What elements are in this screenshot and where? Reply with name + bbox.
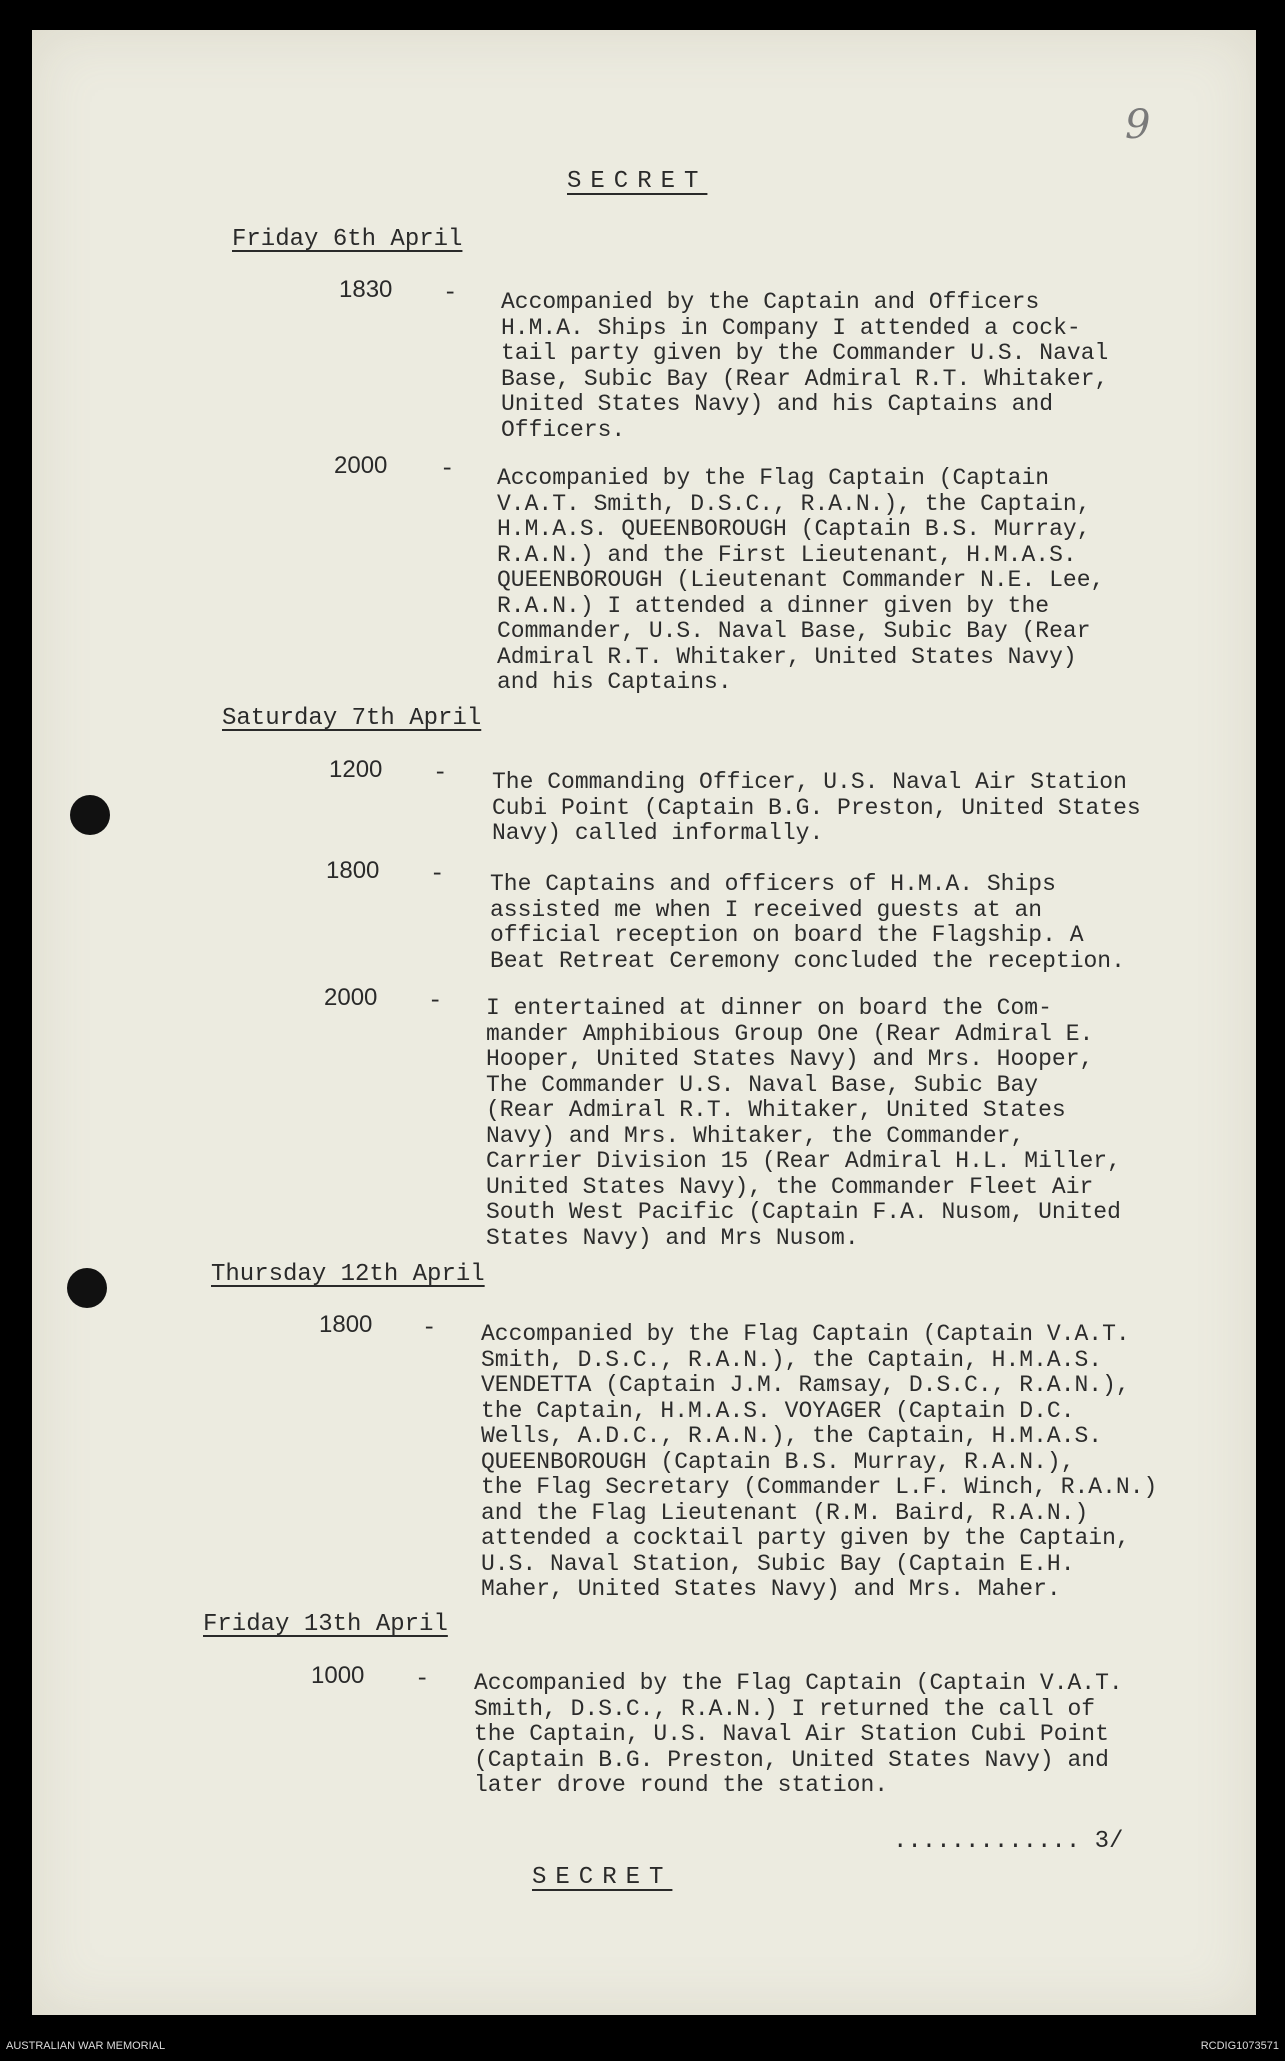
page-number: 9: [1125, 102, 1151, 148]
entry-dash: -: [415, 1666, 430, 1693]
entry-time: 1830: [339, 276, 393, 303]
entry-text: The Captains and officers of H.M.A. Ships assisted me when I received guests at an official reception on board the Flagship. A Beat Retreat Ceremony concluded the reception.: [490, 872, 1125, 974]
entry-text: The Commanding Officer, U.S. Naval Air Station Cubi Point (Captain B.G. Preston, United States Navy) called informally.: [492, 770, 1141, 846]
archive-credit: AUSTRALIAN WAR MEMORIAL: [6, 2040, 166, 2052]
entry-time: 2000: [324, 984, 378, 1011]
entry-text: Accompanied by the Flag Captain (Captain V.A.T. Smith, D.S.C., R.A.N.), the Captain, H.M.A.S. VENDETTA (Captain J.M. Ramsay, D.S.C., R.A.N.), the Captain, H.M.A.S. VOYAGER (Captain D.C. Wells, A.D.C., R.A.N.), the Captain, H.M.A.S. QUEENBOROUGH (Captain B.S. Murray, R.A.N.), the Flag Secretary (Commander L.F. Winch, R.A.N.) and the Flag Lieutenant (R.M. Baird, R.A.N.) attended a cocktail party given by the Captain, U.S. Naval Station, Subic Bay (Captain E.H. Maher, United States Navy) and Mrs. Maher.: [481, 1322, 1158, 1602]
entry-dash: -: [430, 861, 445, 888]
date-heading-friday-13: Friday 13th April: [203, 1611, 448, 1638]
punch-hole-lower: [67, 1268, 107, 1308]
entry-text: Accompanied by the Captain and Officers H.M.A. Ships in Company I attended a cock- tail party given by the Commander U.S. Naval Base, Subic Bay (Rear Admiral R.T. Whitaker, United States Navy) and his Captains and Officers.: [501, 290, 1109, 443]
entry-text: Accompanied by the Flag Captain (Captain V.A.T. Smith, D.S.C., R.A.N.) I returned the call of the Captain, U.S. Naval Air Station Cubi Point (Captain B.G. Preston, United States Navy) and later drove round the station.: [474, 1671, 1123, 1798]
entry-dash: -: [422, 1315, 437, 1342]
entry-text: I entertained at dinner on board the Com- mander Amphibious Group One (Rear Admiral E. Hooper, United States Navy) and Mrs. Hooper, The Commander U.S. Naval Base, Subic Bay (Rear Admiral R.T. Whitaker, United States Navy) and Mrs. Whitaker, the Commander, Carrier Division 15 (Rear Admiral H.L. Miller, United States Navy), the Commander Fleet Air South West Pacific (Captain F.A. Nusom, United States Navy) and Mrs Nusom.: [486, 996, 1121, 1251]
entry-time: 1200: [329, 756, 383, 783]
entry-dash: -: [443, 280, 458, 307]
entry-time: 1000: [311, 1662, 365, 1689]
entry-time: 2000: [334, 452, 388, 479]
punch-hole-upper: [70, 795, 110, 835]
entry-time: 1800: [319, 1311, 373, 1338]
date-heading-thursday-12: Thursday 12th April: [211, 1261, 485, 1288]
classification-header: SECRET: [567, 168, 708, 195]
archive-reference: RCDIG1073571: [1200, 2040, 1279, 2052]
classification-footer: SECRET: [532, 1864, 673, 1891]
date-heading-friday-6: Friday 6th April: [232, 226, 463, 253]
entry-time: 1800: [326, 857, 380, 884]
entry-dash: -: [433, 760, 448, 787]
date-heading-saturday-7: Saturday 7th April: [222, 705, 482, 732]
entry-dash: -: [440, 456, 455, 483]
continuation-marker: ............. 3/: [893, 1828, 1124, 1855]
entry-dash: -: [428, 988, 443, 1015]
entry-text: Accompanied by the Flag Captain (Captain V.A.T. Smith, D.S.C., R.A.N.), the Captain, H.M.A.S. QUEENBOROUGH (Captain B.S. Murray, R.A.N.) and the First Lieutenant, H.M.A.S. QUEENBOROUGH (Lieutenant Commander N.E. Lee, R.A.N.) I attended a dinner given by the Commander, U.S. Naval Base, Subic Bay (Rear Admiral R.T. Whitaker, United States Navy) and his Captains.: [497, 466, 1105, 695]
